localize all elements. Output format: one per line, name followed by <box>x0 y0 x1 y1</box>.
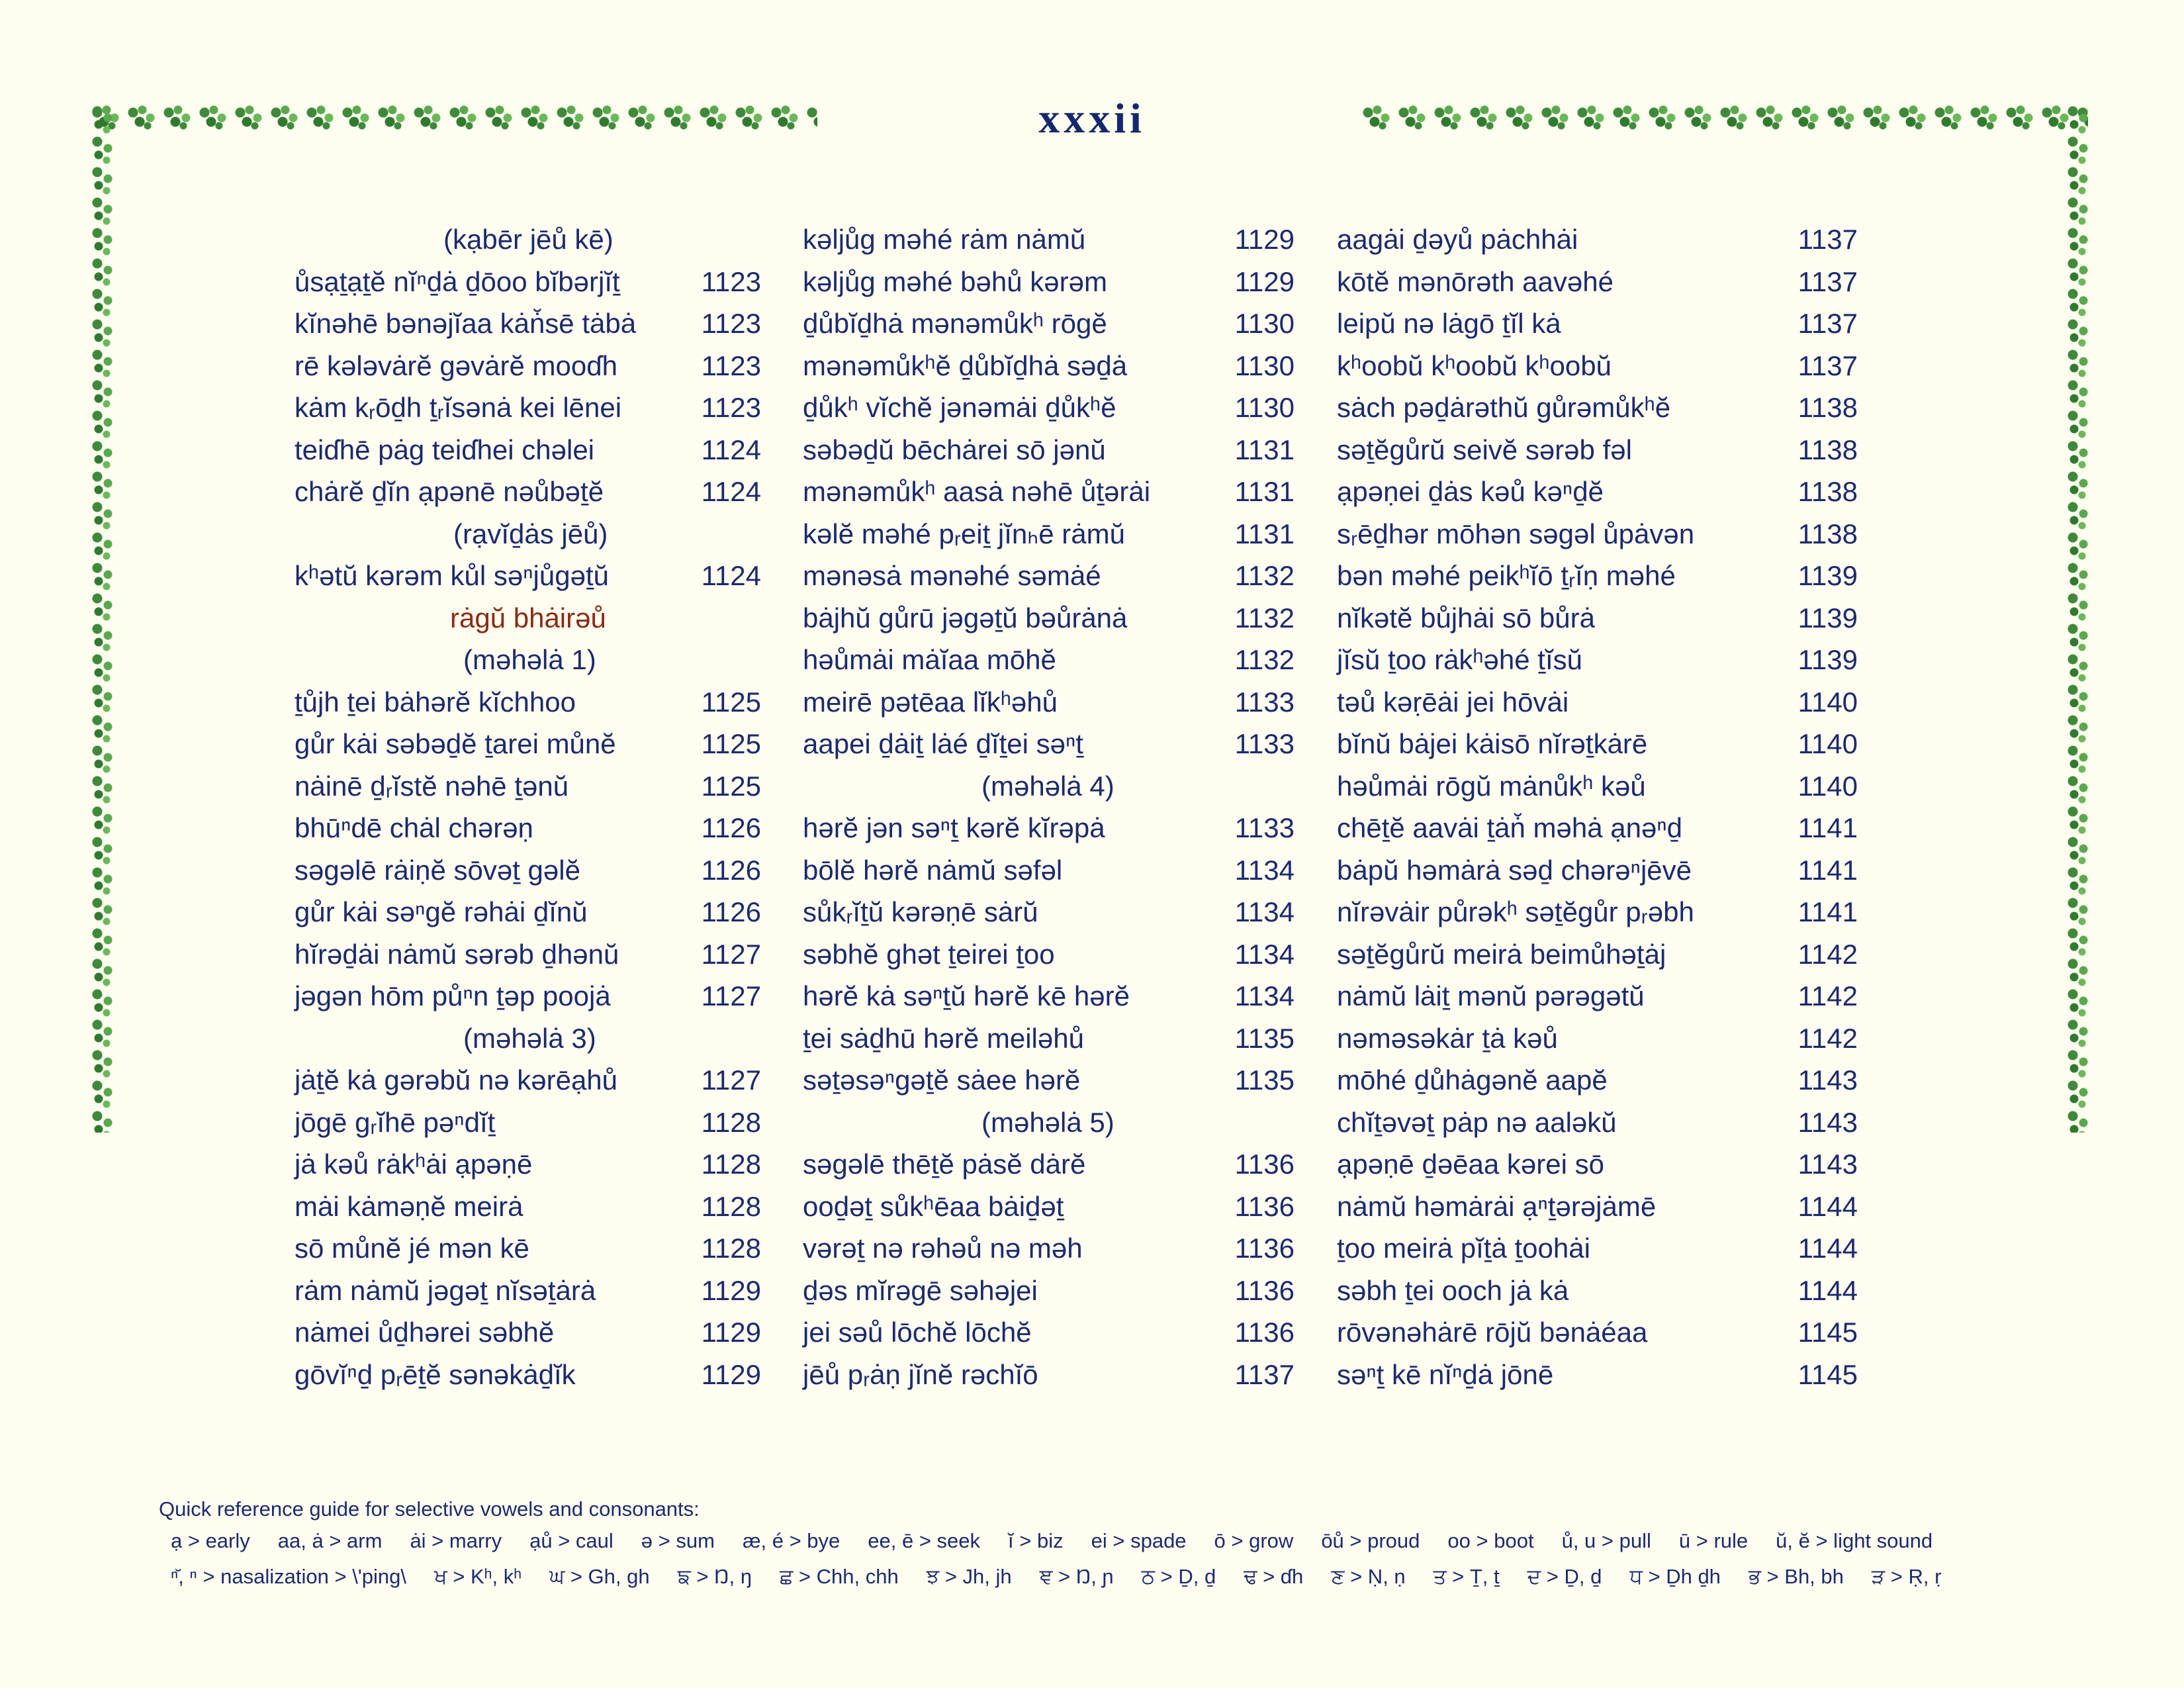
index-entry[interactable] <box>803 1017 1295 1060</box>
legend-item: ee, ē > seek <box>868 1529 981 1552</box>
index-entry[interactable] <box>295 1227 761 1270</box>
legend-item: ਤ > Ṯ, ṯ <box>1433 1565 1500 1588</box>
index-entry[interactable] <box>803 1311 1295 1354</box>
index-entry[interactable] <box>803 218 1295 261</box>
page-reference: 1131 <box>1234 476 1295 507</box>
page-reference: 1136 <box>1234 1233 1295 1264</box>
entry-title: (rạvĭḏȧs jēů) <box>453 518 608 549</box>
entry-title: ḏəs mĭrəgē səhəjei <box>803 1274 1038 1306</box>
entry-title: səgəlē rȧiṇĕ sōvəṯ gəlĕ <box>295 854 580 886</box>
entry-title: meirē pətēaa lĭkʰəhů <box>803 686 1058 718</box>
page-reference: 1144 <box>1797 1190 1858 1222</box>
section-heading <box>295 1017 761 1060</box>
index-entry[interactable] <box>295 849 761 892</box>
page-reference: 1140 <box>1797 728 1858 759</box>
entry-title: mənəmůkʰĕ ḏůbĭḏhȧ səḏȧ <box>803 350 1128 381</box>
entry-title: ḏůbĭḏhȧ mənəmůkʰ rōgĕ <box>803 308 1107 339</box>
page-reference: 1140 <box>1797 686 1858 718</box>
legend-item: ਣ > Ṇ, ṇ <box>1331 1565 1406 1588</box>
index-column-3 <box>1337 218 1858 1395</box>
page-reference: 1141 <box>1797 812 1858 843</box>
index-entry[interactable] <box>1337 807 1858 849</box>
page-reference: 1143 <box>1797 1149 1858 1180</box>
page-reference: 1133 <box>1234 686 1295 718</box>
entry-title: ạpəṇē ḏəēaa kərei sō <box>1337 1149 1604 1180</box>
index-entry[interactable] <box>295 1059 761 1102</box>
legend-item: ei > spade <box>1091 1529 1187 1552</box>
page-reference: 1128 <box>701 1190 761 1222</box>
page-reference: 1142 <box>1797 980 1858 1011</box>
page-reference: 1145 <box>1797 1317 1858 1348</box>
entry-title: kōtĕ mənōrəth aavəhé <box>1337 265 1614 297</box>
page-reference: 1141 <box>1797 854 1858 886</box>
index-entry[interactable] <box>1337 345 1858 387</box>
entry-title: vərəṯ nə rəhəů nə məh <box>803 1233 1083 1264</box>
legend-item: ȧi > marry <box>410 1529 502 1552</box>
index-entry[interactable] <box>295 1186 761 1228</box>
page-reference: 1140 <box>1797 770 1858 802</box>
index-entry[interactable] <box>1337 1143 1858 1186</box>
entry-title: aapei ḏȧiṯ lȧé ḏĭṯei səⁿṯ <box>803 728 1083 759</box>
entry-title: nĭkətĕ bůjhȧi sō bůrȧ <box>1337 602 1595 633</box>
entry-title: gůr kȧi səbəḏĕ ṯarei můnĕ <box>295 728 616 759</box>
section-heading <box>803 1102 1295 1144</box>
entry-title: nȧinē ḏᵣĭstĕ nəhē ṯənŭ <box>295 770 569 802</box>
index-entry[interactable] <box>1337 1227 1858 1270</box>
index-entry[interactable] <box>803 513 1295 555</box>
entry-title: səgəlē thēṯĕ pȧsĕ dȧrĕ <box>803 1149 1086 1180</box>
page-reference: 1145 <box>1797 1358 1858 1390</box>
page-reference: 1134 <box>1234 938 1295 970</box>
entry-title: səbhĕ ghət ṯeirei ṯoo <box>803 938 1055 970</box>
index-entry[interactable] <box>803 1143 1295 1186</box>
reference-guide-title: Quick reference guide for selective vowels and consonants: <box>159 1497 700 1521</box>
entry-title: səṯəsəⁿgəṯĕ sȧee hərĕ <box>803 1064 1081 1096</box>
entry-title: nĭrəvȧir půrəkʰ səṯĕgůr pᵣəbh <box>1337 896 1694 927</box>
legend-item: ĭ > biz <box>1008 1529 1064 1552</box>
page-reference: 1129 <box>701 1317 761 1348</box>
entry-title: gůr kȧi səⁿgĕ rəhȧi ḏĭnŭ <box>295 896 588 927</box>
page-reference: 1136 <box>1234 1190 1295 1222</box>
index-entry[interactable] <box>1337 513 1858 555</box>
index-entry[interactable] <box>803 1059 1295 1102</box>
page-reference: 1124 <box>701 476 761 507</box>
entry-title: (məhəlȧ 5) <box>981 1106 1115 1138</box>
legend-item: ਦ > Ḏ, ḏ <box>1527 1565 1602 1588</box>
entry-title: ṯei sȧḏhū hərĕ meiləhů <box>803 1022 1084 1054</box>
page-reference: 1134 <box>1234 980 1295 1011</box>
index-entry[interactable] <box>1337 555 1858 597</box>
index-entry[interactable] <box>1337 1059 1858 1102</box>
index-entry[interactable] <box>1337 1270 1858 1312</box>
entry-title: nȧmŭ həmȧrȧi ạⁿṯərəjȧmē <box>1337 1190 1657 1222</box>
entry-title: bĭnŭ bȧjei kȧisō nĭrəṯkȧrē <box>1337 728 1648 759</box>
index-entry[interactable] <box>295 1354 761 1396</box>
index-entry[interactable] <box>295 345 761 387</box>
index-entry[interactable] <box>295 1102 761 1144</box>
entry-title: jei səů lōchĕ lōchĕ <box>803 1317 1032 1348</box>
page-reference: 1142 <box>1797 1022 1858 1054</box>
entry-title: kəlĕ məhé pᵣeiṯ jĭnₕē rȧmŭ <box>803 518 1125 549</box>
page-reference: 1125 <box>701 770 761 802</box>
page-number: xxxii <box>1038 95 1146 142</box>
entry-title: jȧṯĕ kȧ gərəbŭ nə kərēạhů <box>295 1064 618 1096</box>
index-entry[interactable] <box>1337 639 1858 681</box>
page-reference: 1134 <box>1234 854 1295 886</box>
legend-item: oo > boot <box>1447 1529 1534 1552</box>
legend-item: ਠ > Ḏ, ḏ <box>1141 1565 1216 1588</box>
index-entry[interactable] <box>1337 261 1858 303</box>
page-reference: 1143 <box>1797 1064 1858 1096</box>
index-entry[interactable] <box>295 261 761 303</box>
entry-title: (məhəlȧ 1) <box>463 644 596 675</box>
index-entry[interactable] <box>803 387 1295 429</box>
page-reference: 1123 <box>701 265 761 297</box>
page-reference: 1130 <box>1234 350 1295 381</box>
section-heading <box>295 639 761 681</box>
legend-item: ů, u > pull <box>1561 1529 1651 1552</box>
entry-title: ṯoo meirȧ pĭṯȧ ṯoohȧi <box>1337 1233 1590 1264</box>
page-reference: 1123 <box>701 350 761 381</box>
entry-title: səṯĕgůrŭ meirȧ beimůhəṯȧj <box>1337 938 1666 970</box>
legend-item: ū > rule <box>1678 1529 1749 1552</box>
entry-title: leipŭ nə lȧgō ṯĭl kȧ <box>1337 308 1561 339</box>
legend-item: ੜ > Ṛ, ṛ <box>1871 1565 1942 1588</box>
entry-title: kəljůg məhé bəhů kərəm <box>803 265 1107 297</box>
index-entry[interactable] <box>295 1270 761 1312</box>
entry-title: ḏůkʰ vĭchĕ jənəmȧi ḏůkʰĕ <box>803 392 1116 423</box>
page-reference: 1123 <box>701 308 761 339</box>
index-entry[interactable] <box>295 1311 761 1354</box>
page-reference: 1136 <box>1234 1317 1295 1348</box>
legend-item: æ, é > bye <box>742 1529 841 1552</box>
legend-item: ə > sum <box>641 1529 715 1552</box>
page-reference: 1137 <box>1234 1358 1295 1390</box>
legend-item: ō > grow <box>1214 1529 1294 1552</box>
index-entry[interactable] <box>803 429 1295 471</box>
top-right-vine-border <box>1360 103 2088 131</box>
entry-title: rȧm nȧmŭ jəgəṯ nĭsəṯȧrȧ <box>295 1274 596 1306</box>
page-reference: 1142 <box>1797 938 1858 970</box>
page-reference: 1132 <box>1234 644 1295 675</box>
left-vine-border <box>89 103 116 1133</box>
index-entry[interactable] <box>1337 1354 1858 1396</box>
entry-title: (məhəlȧ 4) <box>981 770 1115 802</box>
page-reference: 1136 <box>1234 1274 1295 1306</box>
entry-title: ooḏəṯ sůkʰēaa bȧiḏəṯ <box>803 1190 1064 1222</box>
entry-title: səⁿṯ kē nĭⁿḏȧ jōnē <box>1337 1358 1554 1390</box>
index-entry[interactable] <box>803 681 1295 724</box>
page-reference: 1141 <box>1797 896 1858 927</box>
entry-title: həůmȧi mȧĭaa mōhĕ <box>803 644 1056 675</box>
legend-item: ōů > proud <box>1321 1529 1420 1552</box>
legend-item: ⁿ̆, ⁿ > nasalization > \'ping\ <box>171 1565 406 1588</box>
index-entry[interactable] <box>1337 765 1858 808</box>
index-entry[interactable] <box>1337 975 1858 1017</box>
entry-title: sȧch pəḏȧrəthŭ gůrəmůkʰĕ <box>1337 392 1671 423</box>
legend-item: aa, ȧ > arm <box>277 1529 383 1552</box>
entry-title: təů kəṛēȧi jei hōvȧi <box>1337 686 1569 718</box>
index-entry[interactable] <box>803 261 1295 303</box>
entry-title: bən məhé peikʰĭō ṯᵣĭṇ məhé <box>1337 560 1676 591</box>
entry-title: kĭnəhē bənəjĭaa kȧṅ̆sē tȧbȧ <box>295 308 637 339</box>
index-entry[interactable] <box>295 387 761 429</box>
page-reference: 1129 <box>1234 265 1295 297</box>
legend-item: ਛ > Chh, chh <box>779 1565 899 1588</box>
page-reference: 1143 <box>1797 1106 1858 1138</box>
page-reference: 1125 <box>701 728 761 759</box>
page-reference: 1126 <box>701 896 761 927</box>
index-entry[interactable] <box>1337 723 1858 765</box>
page-reference: 1139 <box>1797 560 1858 591</box>
index-entry[interactable] <box>1337 303 1858 345</box>
entry-title: gōvĭⁿḏ pᵣēṯĕ sənəkȧḏĭk <box>295 1358 576 1390</box>
raag-heading <box>295 597 761 639</box>
entry-title: səṯĕgůrŭ seivĕ sərəb fəl <box>1337 434 1632 465</box>
entry-title: (kạbēr jēů kē) <box>443 224 614 255</box>
index-entry[interactable] <box>295 1143 761 1186</box>
index-entry[interactable] <box>803 1227 1295 1270</box>
page-reference: 1130 <box>1234 392 1295 423</box>
page-reference: 1128 <box>701 1106 761 1138</box>
entry-title: nəməsəkȧr ṯȧ kəů <box>1337 1022 1558 1054</box>
page-reference: 1134 <box>1234 896 1295 927</box>
section-heading <box>803 765 1295 808</box>
page-reference: 1128 <box>701 1233 761 1264</box>
legend-item: ਘ > Gh, gh <box>549 1565 650 1588</box>
entry-title: kȧm kᵣōḏh ṯᵣĭsənȧ kei lēnei <box>295 392 622 423</box>
index-entry[interactable] <box>803 891 1295 933</box>
index-entry[interactable] <box>1337 1102 1858 1144</box>
entry-title: jȧ kəů rȧkʰȧi ạpəṇē <box>295 1149 533 1180</box>
index-entry[interactable] <box>1337 891 1858 933</box>
index-entry[interactable] <box>803 555 1295 597</box>
index-entry[interactable] <box>295 555 761 597</box>
page-reference: 1127 <box>701 980 761 1011</box>
entry-title: hĭrəḏȧi nȧmŭ sərəb ḏhənŭ <box>295 938 619 970</box>
page-reference: 1133 <box>1234 728 1295 759</box>
legend-item: ạů > caul <box>529 1529 614 1552</box>
index-entry[interactable] <box>295 891 761 933</box>
page-reference: 1137 <box>1797 350 1858 381</box>
page-reference: 1144 <box>1797 1233 1858 1264</box>
entry-title: sůkᵣĭṯŭ kərəṇē sȧrŭ <box>803 896 1038 927</box>
page-reference: 1136 <box>1234 1149 1295 1180</box>
entry-title: səbh ṯei ooch jȧ kȧ <box>1337 1274 1569 1306</box>
page-reference: 1137 <box>1797 308 1858 339</box>
page-reference: 1129 <box>701 1274 761 1306</box>
index-entry[interactable] <box>803 849 1295 892</box>
entry-title: hərĕ kȧ səⁿṯŭ hərĕ kē hərĕ <box>803 980 1130 1011</box>
legend-item: ਖ > Kʰ, kʰ <box>433 1565 522 1588</box>
page-reference: 1135 <box>1234 1022 1295 1054</box>
entry-title: nȧmei ůḏhərei səbhĕ <box>295 1317 555 1348</box>
index-entry[interactable] <box>1337 849 1858 892</box>
index-entry[interactable] <box>295 975 761 1017</box>
legend-item: ਢ > ɗh <box>1244 1565 1304 1588</box>
index-entry[interactable] <box>1337 1311 1858 1354</box>
index-entry[interactable] <box>295 429 761 471</box>
page-reference: 1126 <box>701 854 761 886</box>
page-reference: 1138 <box>1797 476 1858 507</box>
index-entry[interactable] <box>803 975 1295 1017</box>
entry-title: mənəsȧ mənəhé səmȧé <box>803 560 1101 591</box>
page-reference: 1129 <box>1234 224 1295 255</box>
index-entry[interactable] <box>1337 1017 1858 1060</box>
index-entry[interactable] <box>803 597 1295 639</box>
index-entry[interactable] <box>295 471 761 513</box>
index-entry[interactable] <box>295 765 761 808</box>
entry-title: kʰətŭ kərəm kůl səⁿjůgəṯŭ <box>295 560 609 591</box>
index-entry[interactable] <box>803 1354 1295 1396</box>
page-reference: 1124 <box>701 560 761 591</box>
entry-title: chēṯĕ aavȧi ṯȧṅ̆ məhȧ ạnəⁿḏ <box>1337 812 1683 843</box>
legend-item: ਞ > Ŋ, ɲ <box>1039 1565 1114 1588</box>
entry-title: həůmȧi rōgŭ mȧnůkʰ kəů <box>1337 770 1646 802</box>
index-entry[interactable] <box>295 303 761 345</box>
index-entry[interactable] <box>803 345 1295 387</box>
consonant-guide <box>171 1565 1969 1589</box>
page-reference: 1139 <box>1797 602 1858 633</box>
top-left-vine-border <box>89 103 817 131</box>
page-reference: 1137 <box>1797 224 1858 255</box>
page-reference: 1144 <box>1797 1274 1858 1306</box>
page-reference: 1125 <box>701 686 761 718</box>
entry-title: rōvənəhȧrē rōjŭ bənȧéaa <box>1337 1317 1648 1348</box>
entry-title: rȧgŭ bhȧirəů <box>450 602 606 633</box>
entry-title: ṯůjh ṯei bȧhərĕ kĭchhoo <box>295 686 576 718</box>
page-reference: 1138 <box>1797 392 1858 423</box>
page-reference: 1124 <box>701 434 761 465</box>
page-reference: 1132 <box>1234 560 1295 591</box>
index-entry[interactable] <box>295 933 761 976</box>
section-heading <box>295 218 761 261</box>
entry-title: sᵣēḏhər mōhən səgəl ůpȧvən <box>1337 518 1695 549</box>
page-reference: 1139 <box>1797 644 1858 675</box>
legend-item: ਧ > Ḏh ḏh <box>1629 1565 1721 1588</box>
index-entry[interactable] <box>1337 429 1858 471</box>
legend-item: ŭ, ĕ > light sound <box>1776 1529 1933 1552</box>
index-entry[interactable] <box>295 807 761 849</box>
index-entry[interactable] <box>1337 387 1858 429</box>
index-entry[interactable] <box>1337 1186 1858 1228</box>
entry-title: kʰoobŭ kʰoobŭ kʰoobŭ <box>1337 350 1612 381</box>
page-reference: 1129 <box>701 1358 761 1390</box>
entry-title: ůsạṯạṯĕ nĭⁿḏȧ ḏōoo bĭbərjĭṯ <box>295 265 620 297</box>
entry-title: jōgē gᵣĭhē pəⁿdĭṯ <box>295 1106 496 1138</box>
index-column-1 <box>295 218 761 1395</box>
index-entry[interactable] <box>1337 681 1858 724</box>
entry-title: chĭṯəvəṯ pȧp nə aaləkŭ <box>1337 1106 1617 1138</box>
legend-item: ạ > early <box>171 1529 250 1552</box>
page-reference: 1131 <box>1234 434 1295 465</box>
entry-title: aagȧi ḏəyů pȧchhȧi <box>1337 224 1578 255</box>
legend-item: ਝ > Jh, jh <box>926 1565 1012 1588</box>
index-entry[interactable] <box>803 723 1295 765</box>
index-entry[interactable] <box>803 807 1295 849</box>
index-entry[interactable] <box>803 471 1295 513</box>
entry-title: bōlĕ hərĕ nȧmŭ səfəl <box>803 854 1063 886</box>
page-reference: 1135 <box>1234 1064 1295 1096</box>
page-reference: 1138 <box>1797 434 1858 465</box>
index-column-2 <box>803 218 1295 1395</box>
legend-item: ਭ > Bh, bh <box>1748 1565 1844 1588</box>
page-reference: 1127 <box>701 938 761 970</box>
entry-title: jĭsŭ ṯoo rȧkʰəhé ṯĭsŭ <box>1337 644 1582 675</box>
page-reference: 1138 <box>1797 518 1858 549</box>
entry-title: bȧjhŭ gůrū jəgəṯŭ bəůrȧnȧ <box>803 602 1128 633</box>
entry-title: nȧmŭ lȧiṯ mənŭ pərəgətŭ <box>1337 980 1645 1011</box>
index-entry[interactable] <box>295 681 761 724</box>
vowel-guide <box>171 1529 1960 1553</box>
page-reference: 1137 <box>1797 265 1858 297</box>
entry-title: (məhəlȧ 3) <box>463 1022 596 1054</box>
entry-title: bȧpŭ həmȧrȧ səḏ chərəⁿjēvē <box>1337 854 1692 886</box>
index-entry[interactable] <box>295 723 761 765</box>
entry-title: bhūⁿdē chȧl chərəṇ <box>295 812 533 843</box>
section-heading <box>295 513 761 555</box>
page-reference: 1128 <box>701 1149 761 1180</box>
entry-title: chȧrĕ ḏĭn ạpənē nəůbəṯĕ <box>295 476 604 507</box>
page-reference: 1126 <box>701 812 761 843</box>
entry-title: ạpəṇei ḏȧs kəů kəⁿḏĕ <box>1337 476 1604 507</box>
page-reference: 1131 <box>1234 518 1295 549</box>
index-entry[interactable] <box>1337 471 1858 513</box>
entry-title: mōhé ḏůhȧgənĕ aapĕ <box>1337 1064 1608 1096</box>
index-entry[interactable] <box>803 639 1295 681</box>
index-entry[interactable] <box>803 933 1295 976</box>
page-reference: 1133 <box>1234 812 1295 843</box>
index-entry[interactable] <box>1337 933 1858 976</box>
index-entry[interactable] <box>803 1186 1295 1228</box>
page-reference: 1127 <box>701 1064 761 1096</box>
index-entry[interactable] <box>1337 597 1858 639</box>
entry-title: jēů pᵣȧṇ jĭnĕ rəchĭō <box>803 1358 1038 1390</box>
index-entry[interactable] <box>803 303 1295 345</box>
entry-title: mənəmůkʰ aasȧ nəhē ůṯərȧi <box>803 476 1151 507</box>
entry-title: mȧi kȧməṇĕ meirȧ <box>295 1190 523 1222</box>
page-reference: 1123 <box>701 392 761 423</box>
right-vine-border <box>2065 103 2091 1133</box>
entry-title: kəljůg məhé rȧm nȧmŭ <box>803 224 1086 255</box>
page-reference: 1130 <box>1234 308 1295 339</box>
page-reference: 1132 <box>1234 602 1295 633</box>
entry-title: sō můnĕ jé mən kē <box>295 1233 529 1264</box>
index-entry[interactable] <box>803 1270 1295 1312</box>
index-entry[interactable] <box>1337 218 1858 261</box>
entry-title: səbəḏŭ bēchȧrei sō jənŭ <box>803 434 1106 465</box>
entry-title: jəgən hōm půⁿn ṯəp poojȧ <box>295 980 611 1011</box>
entry-title: teiɗhē pȧg teiɗhei chəlei <box>295 434 595 465</box>
entry-title: hərĕ jən səⁿṯ kərĕ kĭrəpȧ <box>803 812 1105 843</box>
legend-item: ਙ > Ŋ, ŋ <box>677 1565 752 1588</box>
entry-title: rē kələvȧrĕ gəvȧrĕ mooɗh <box>295 350 617 381</box>
